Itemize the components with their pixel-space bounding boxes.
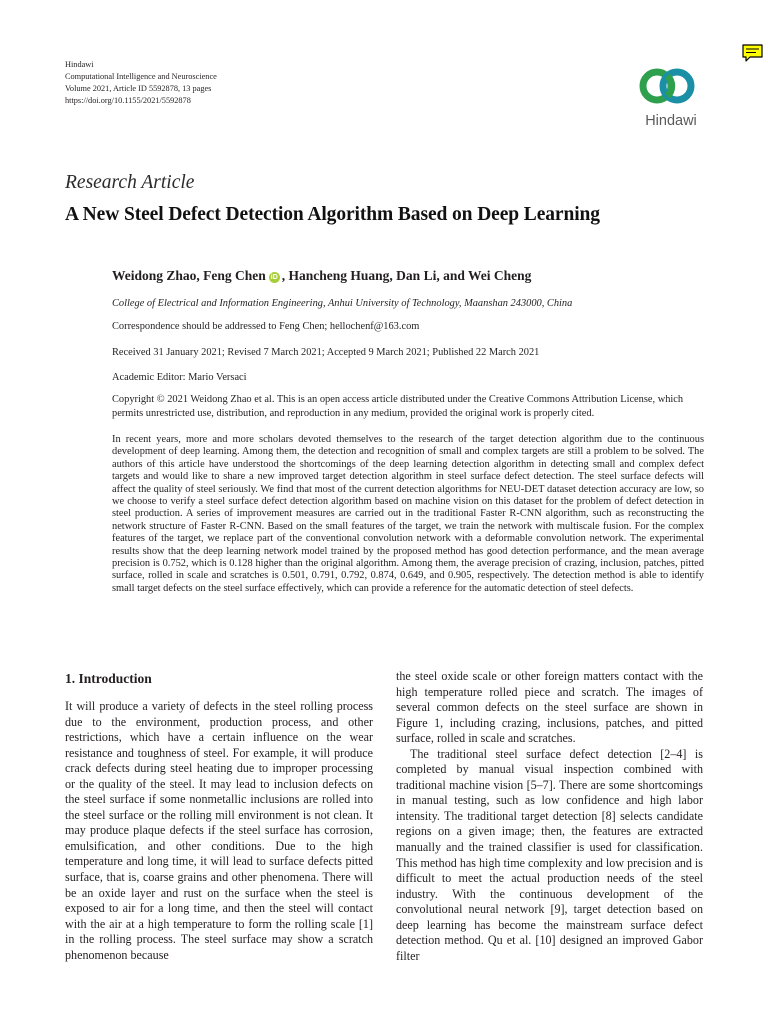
authors-first: Weidong Zhao, Feng Chen — [112, 268, 266, 283]
affiliation: College of Electrical and Information Engineering, Anhui University of Technology, Maanshan 243000, China — [112, 298, 573, 309]
academic-editor: Academic Editor: Mario Versaci — [112, 372, 247, 383]
hindawi-logo-text: Hindawi — [645, 113, 697, 129]
section-heading: 1. Introduction — [65, 671, 152, 686]
comment-note-icon[interactable] — [741, 43, 764, 63]
orcid-icon[interactable]: iD — [270, 274, 278, 281]
body-paragraph: the steel oxide scale or other foreign matters contact with the high temperature rolled piece and scratch. The images of several common defects on the steel surface are shown in Figure 1, including crazing, inclusions, patches, and pitted surface, rolled in scale and scratches. — [396, 669, 703, 746]
copyright-notice: Copyright © 2021 Weidong Zhao et al. This is an open access article distributed under the Creative Commons Attribution License, which permits unrestricted use, distribution, and reproduction in any medium, provided the original work is properly cited. — [112, 394, 684, 419]
publication-dates: Received 31 January 2021; Revised 7 March 2021; Accepted 9 March 2021; Published 22 March 2021 — [112, 347, 540, 358]
journal-name: Computational Intelligence and Neuroscience — [65, 72, 217, 81]
doi-link[interactable]: https://doi.org/10.1155/2021/5592878 — [65, 96, 191, 105]
publisher-name: Hindawi — [65, 60, 94, 69]
volume-info: Volume 2021, Article ID 5592878, 13 pages — [65, 84, 212, 93]
authors-rest: , Hancheng Huang, Dan Li, and Wei Cheng — [281, 268, 532, 283]
journal-info — [65, 59, 217, 107]
article-type: Research Article — [65, 172, 195, 193]
author-list — [112, 268, 531, 284]
paper-title: A New Steel Defect Detection Algorithm Based on Deep Learning — [65, 204, 600, 225]
body-paragraph: The traditional steel surface defect detection [2–4] is completed by manual visual inspection combined with traditional machine vision [5–7]. There are some shortcomings in manual testing, such as low confidence and high labor intensity. The traditional target detection [8] selects candidate regions on a given image; then, the features are extracted manually and the trained classifier is used for classification. This method has high time complexity and low precision and is difficult to meet the actual production needs of the steel industry. With the continuous development of the convolutional neural network [9], target detection based on deep learning has become the mainstream surface defect detection method. Qu et al. [10] designed an improved Gabor filter — [396, 746, 703, 963]
body-paragraph: It will produce a variety of defects in the steel rolling process due to the environment, production process, and other restrictions, which have a certain influence on the wear resistance and toughness of steel. For example, it will produce crack defects during steel heating due to improper processing or the quality of the steel. It may lead to inclusion defects on the steel surface if some nonmetallic inclusions are rolled into the steel surface or the rolling mill environment is not clean. It may produce plaque defects if the steel surface has corrosion, emulsification, and other conditions. Due to the high temperature and long time, it will lead to surface defects pitted surface, that is, coarse grains and other phenomena. There will be an oxide layer and rust on the surface when the steel is exposed to air for a long time, and then the steel will contact with the air at a high temperature to form the rolling scale [1] in the rolling process. The steel surface may show a scratch phenomenon because — [65, 699, 373, 962]
correspondence: Correspondence should be addressed to Feng Chen; hellochenf@163.com — [112, 321, 420, 332]
body-column-left — [65, 699, 373, 963]
body-column-right — [396, 669, 703, 964]
abstract: In recent years, more and more scholars devoted themselves to the research of the target detection algorithm due to the continuous development of deep learning. Among them, the detection and recognition of small and complex targets are still a problem to be solved. The authors of this article have understood the shortcomings of the deep learning detection algorithm in detecting small and complex defect targets and would like to share a new improved target detection algorithm in steel surface defect detection. The steel surface defects will affect the quality of steel seriously. We find that most of the current detection algorithms for NEU-DET dataset detection accuracy are low, so we choose to verify a steel surface defect detection algorithm based on machine vision on this dataset for the problem of defect detection in steel production. A series of improvement measures are carried out in the traditional Faster R-CNN algorithm, such as reconstructing the network structure of Faster R-CNN. Based on the small features of the target, we train the network with multiscale fusion. For the complex features of the target, we replace part of the conventional convolution network with a deformable convolution network. The experimental results show that the deep learning network model trained by the proposed method has good detection performance, and the mean average precision is 0.752, which is 0.128 higher than the original algorithm. Among them, the average precision of crazing, inclusion, patches, pitted surface, rolled in scale and scratches is 0.501, 0.791, 0.792, 0.874, 0.649, and 0.905, respectively. The detection method is able to identify small target defects on the steel surface effectively, which can provide a reference for the automatic detection of steel defects. — [112, 434, 704, 594]
